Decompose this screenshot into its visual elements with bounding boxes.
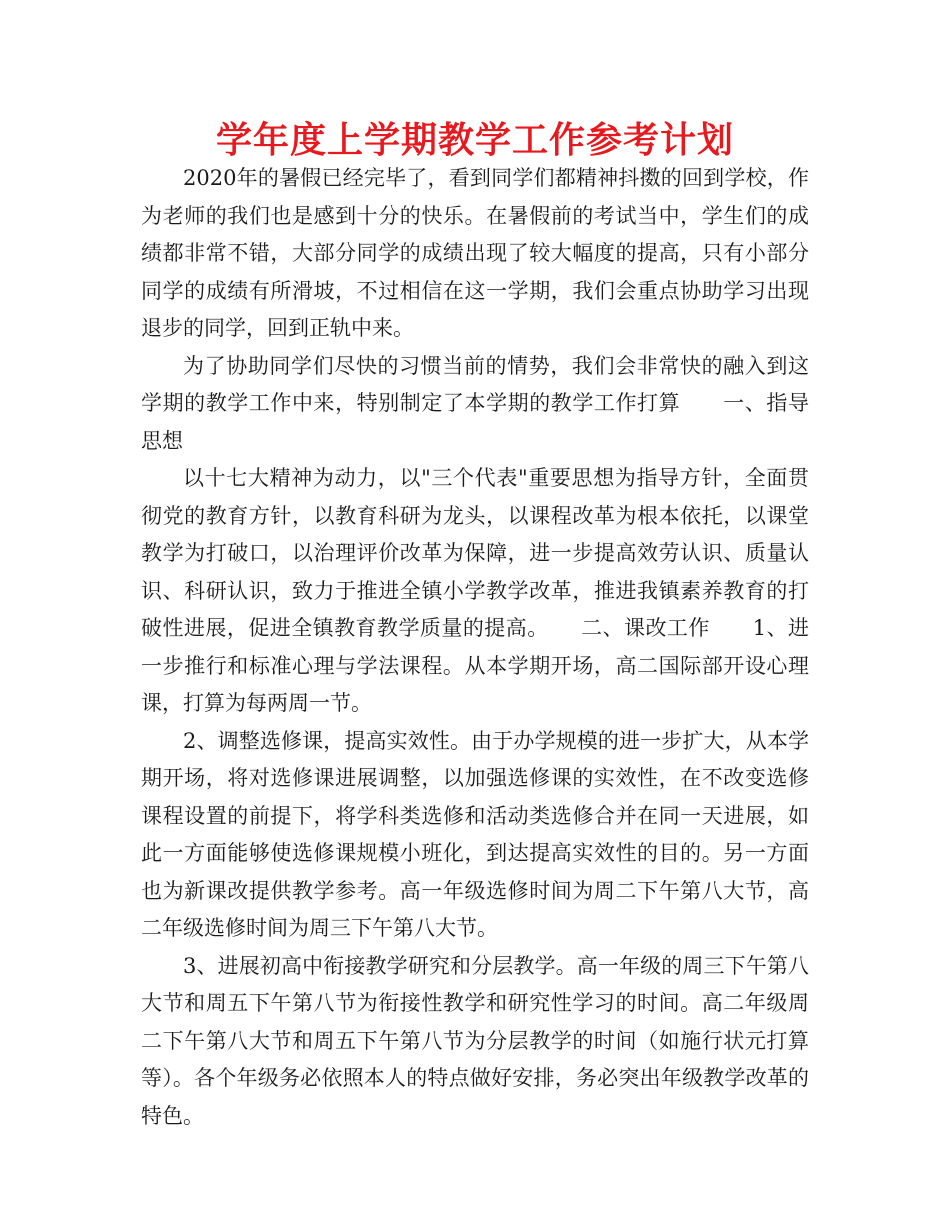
document-title: 学年度上学期教学工作参考计划: [215, 120, 734, 161]
paragraph-layered-teaching: 3、进展初高中衔接教学研究和分层教学。高一年级的周三下午第八大节和周五下午第八节为衔接性教学和研究性学习的时间。高二年级周二下午第八大节和周五下午第八节为分层教学的时间（如施行状元打算等）。各个年级务必依照本人的特点做好安排，务必突出年级教学改革的特色。: [141, 953, 809, 1128]
paragraph-guiding-ideology: 以十七大精神为动力，以"三个代表"重要思想为指导方针，全面贯彻党的教育方针，以教育科研为龙头，以课程改革为根本依托，以课堂教学为打破口，以治理评价改革为保障，进一步提高效劳认识、质量认识、科研认识，致力于推进全镇小学教学改革，推进我镇素养教育的打破性进展，促进全镇教育教学质量的提高。 二、课改工作 1、进一步推行和标准心理与学法课程。从本学期开场，高二国际部开设心理课，打算为每两周一节。: [141, 466, 809, 715]
paragraph-plan-intro: 为了协助同学们尽快的习惯当前的情势，我们会非常快的融入到这学期的教学工作中来，特别制定了本学期的教学工作打算 一、指导思想: [141, 353, 809, 453]
paragraph-elective-adjustment: 2、调整选修课，提高实效性。由于办学规模的进一步扩大，从本学期开场，将对选修课进展调整，以加强选修课的实效性，在不改变选修课程设置的前提下，将学科类选修和活动类选修合并在同一天进展，如此一方面能够使选修课规模小班化，到达提高实效性的目的。另一方面也为新课改提供教学参考。高一年级选修时间为周二下午第八大节，高二年级选修时间为周三下午第八大节。: [141, 728, 809, 940]
paragraph-intro: 2020年的暑假已经完毕了，看到同学们都精神抖擞的回到学校，作为老师的我们也是感到十分的快乐。在暑假前的考试当中，学生们的成绩都非常不错，大部分同学的成绩出现了较大幅度的提高，只有小部分同学的成绩有所滑坡，不过相信在这一学期，我们会重点协助学习出现退步的同学，回到正轨中来。: [141, 166, 809, 340]
document-body: [141, 160, 809, 1135]
